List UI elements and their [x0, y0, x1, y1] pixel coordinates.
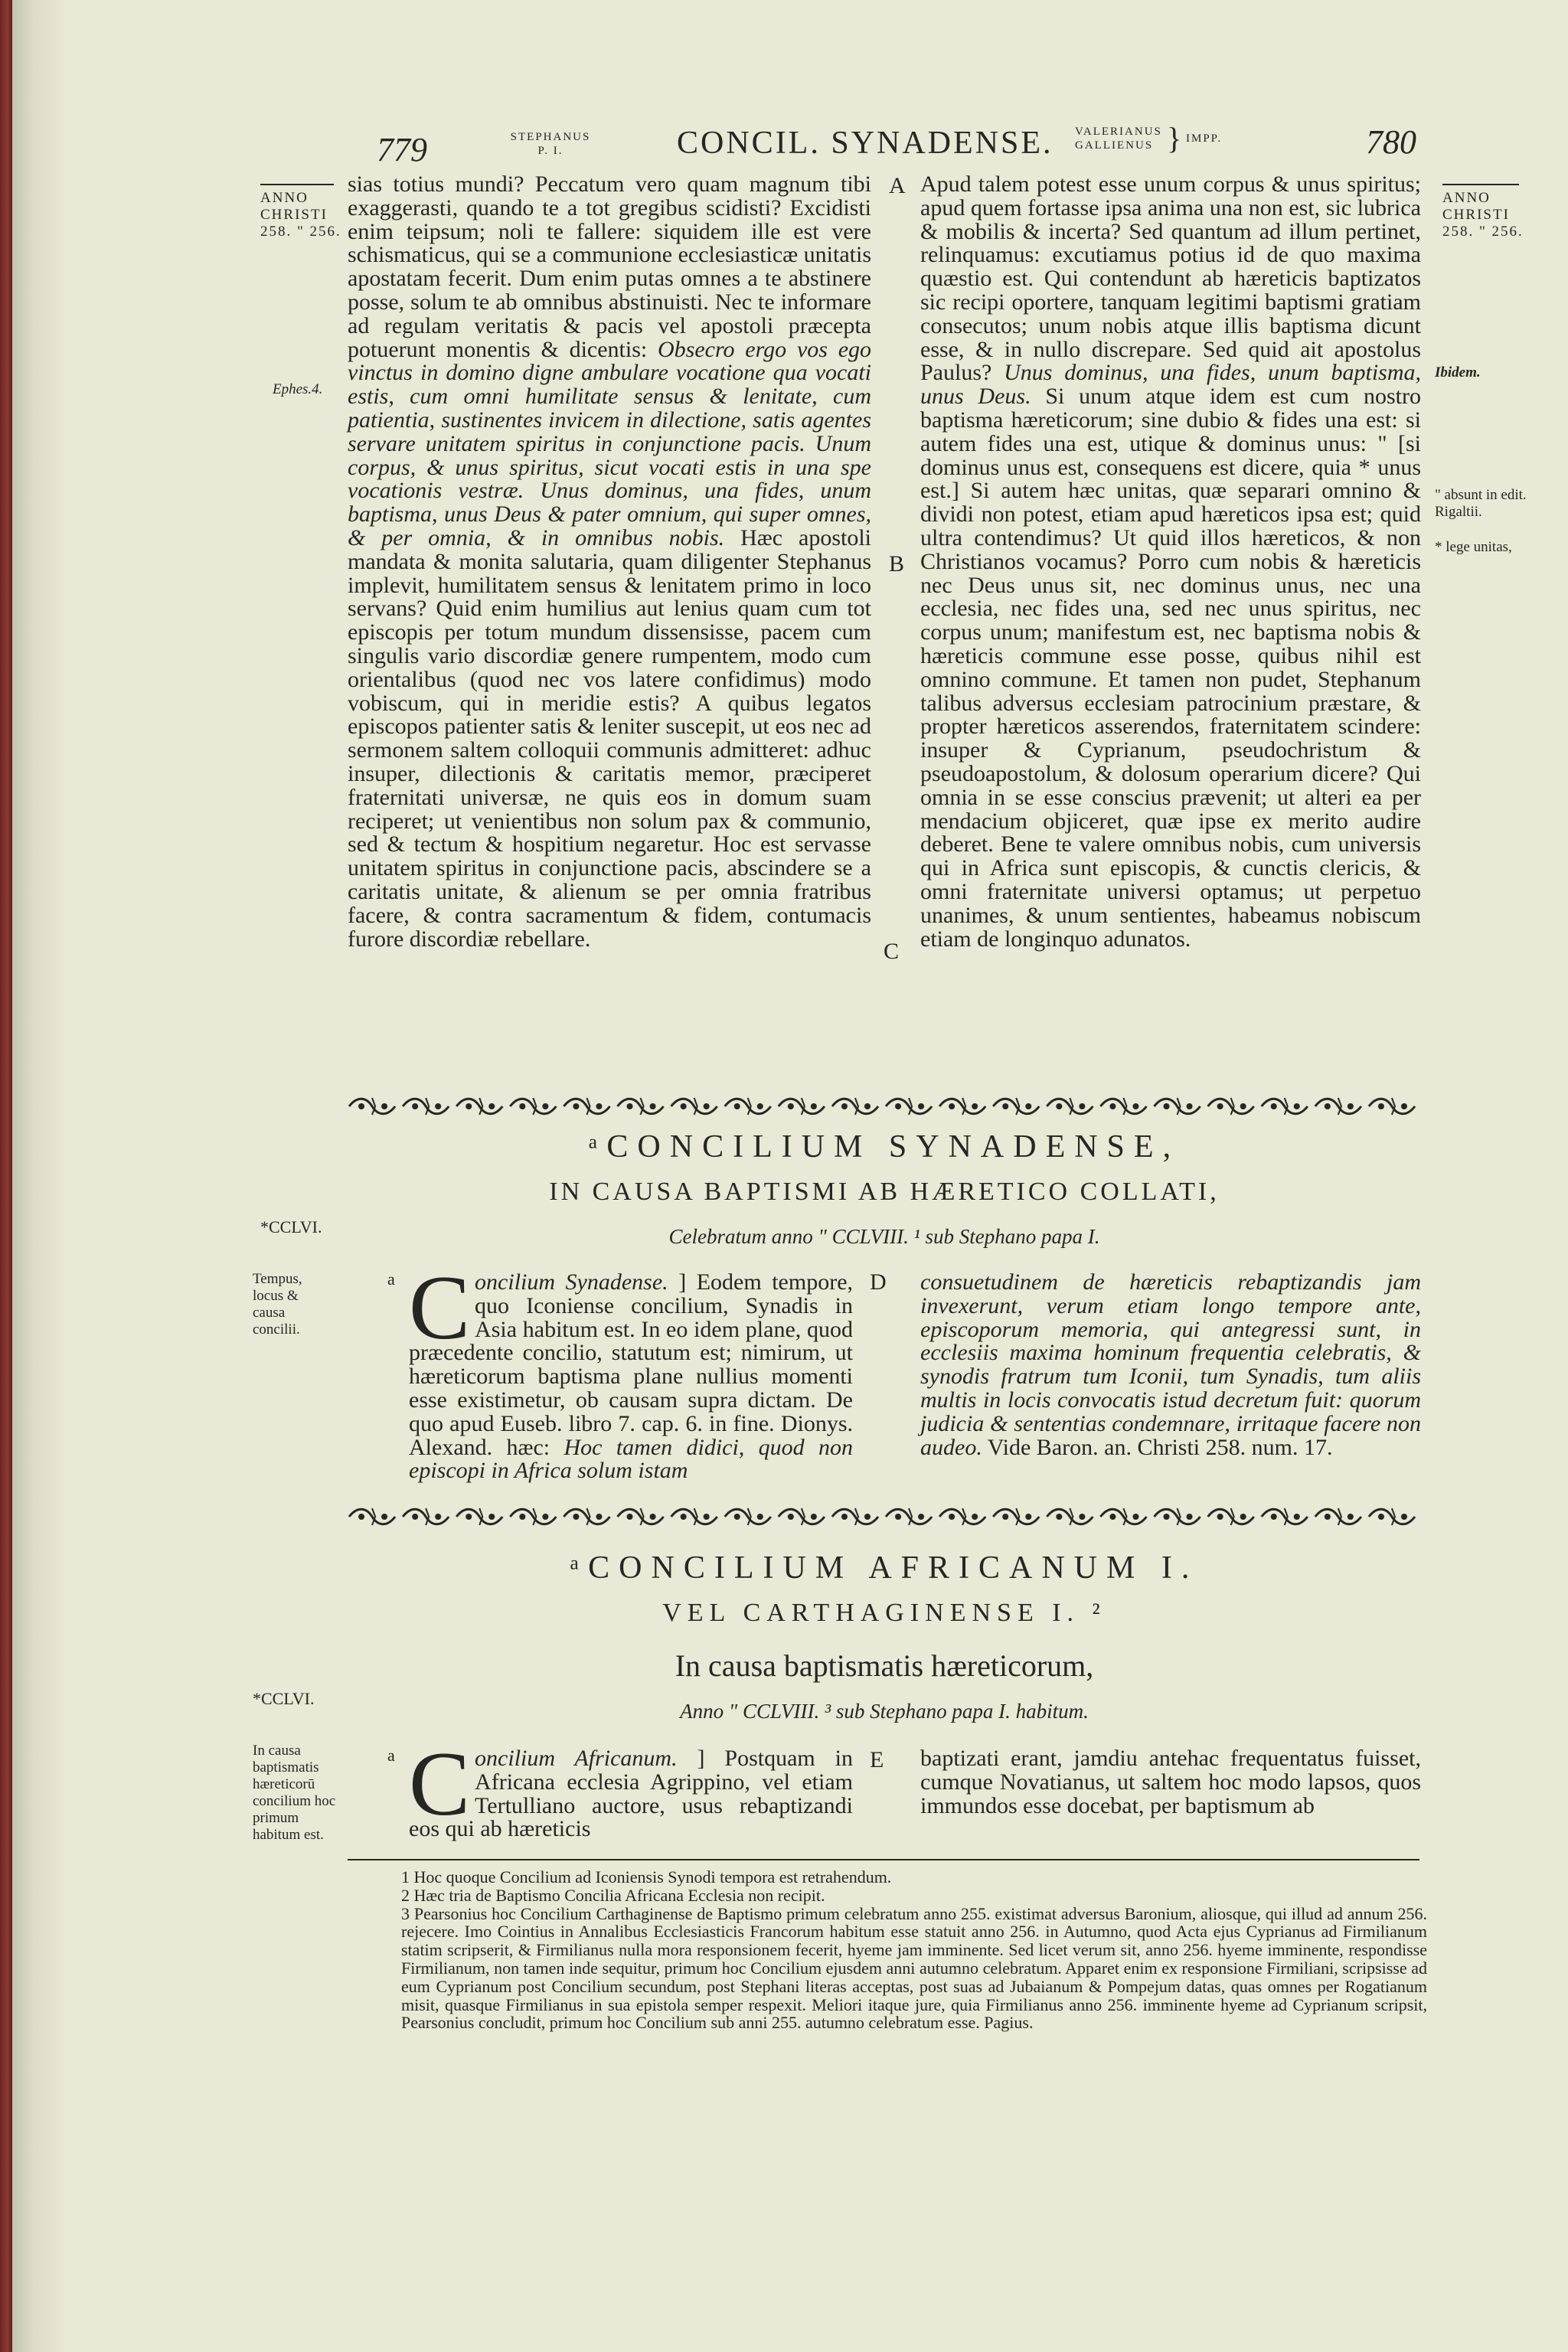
section1-right-column [920, 1271, 1421, 1459]
header-pope-number: P. I. [537, 145, 564, 157]
anno-year: 258. " 256. [1442, 224, 1524, 240]
section1-left-column [387, 1256, 854, 1484]
section2-subtitle2: In causa baptismatis hæreticorum, [675, 1648, 1094, 1683]
section2-right-column [920, 1747, 1421, 1818]
section1-dropcap: C [409, 1256, 471, 1358]
christi-label: CHRISTI [260, 207, 328, 223]
ornament-band-1 [348, 1095, 1421, 1118]
ornament-band-2 [348, 1505, 1421, 1528]
anno-label: ANNO [1442, 190, 1491, 206]
book-page [64, 0, 1568, 2352]
margin-rule-left [260, 184, 334, 185]
section2-left-column [387, 1733, 853, 1842]
anno-year: 258. " 256. [260, 224, 341, 240]
section-letter-a: A [889, 173, 906, 198]
right-page-number: 780 [1366, 123, 1416, 161]
section-letter-d: D [870, 1269, 887, 1295]
section2-left-text: ] Postquam in Africana ecclesia Agrippino, vel etiam Tertulliano auctore, usus rebaptizandi eos qui ab hæreticis [409, 1746, 853, 1842]
section-letter-b: B [889, 551, 905, 577]
margin-rule-right [1442, 184, 1519, 185]
margin-anno-left [260, 190, 345, 240]
right-col-paragraph-2: Si unum atque idem est cum nostro baptisma hæreticorum; sine dubio & fides una est: si autem fides una est, utique & dominus unus: " [si dominus unus est, consequens est dicere, quia * unus est.] Si autem hæc unitas, quæ separari omnino & dividi non potest, etiam apud hæreticos ipsa est; quid ultra contendimus? Ut quid illos hæreticos, & non Christianos vocamus? Porro cum nobis & hæreticis nec Deus unus sit, nec dominus unus, nec una ecclesia, nec fides una, sed nec unus spiritus, nec corpus unum; manifestum est, nec baptisma nobis & hæreticis commune esse posse, quibus nihil est omnino commune. Et tamen non pudet, Stephanum talibus adversus ecclesiam patrocinium præstare, & propter hæreticos asserendos, fraternitatem scindere: insuper & Cyprianum, pseudochristum & pseudoapostolum, & dolosum operarium dicere? Qui omnia in se esse conscius prævenit; ut alteri ea per mendacium objiceret, quæ ipse ex merito audire deberet. Bene te valere omnibus nobis, cum universis qui in Africa sunt episcopis, & cunctis clericis, & omni fraternitate universi optamus; ut perpetuo unanimes, & unum sentientes, habeamus nobiscum etiam de longinquo adunatos. [920, 384, 1421, 952]
header-emperors [1075, 125, 1167, 152]
footnote-2: 2 Hæc tria de Baptismo Concilia Africana Ecclesia non recipit. [401, 1885, 825, 1905]
header-pope [508, 130, 593, 158]
section2-date-line: Anno " CCLVIII. ³ sub Stephano papa I. habitum. [680, 1700, 1089, 1723]
upper-left-column [348, 173, 871, 951]
margin-ephes: Ephes.4. [273, 381, 323, 397]
footnote-rule [348, 1859, 1419, 1860]
section-letter-e: E [870, 1747, 884, 1772]
right-col-paragraph-1: Apud talem potest esse unum corpus & unus spiritus; apud quem fortasse ipsa anima una non est, sic lubrica & mobilis & incerta? Sed quantum ad illum pertinet, relinquamus: excutiamus potius id de quo maxima quæstio est. Qui contendunt ab hæreticis baptizatos sic recipi oportere, tanquam legitimi baptismi gratiam consecutos; unum nobis atque illis baptisma dicunt esse, & in nullo discrepare. Sed quid ait apostolus Paulus? [920, 172, 1421, 386]
section2-title: ᵃCONCILIUM AFRICANUM I. [570, 1550, 1199, 1586]
margin-absunt: " absunt in edit. Rigaltii. [1435, 487, 1527, 520]
margin-in-causa: In causa baptismatis hæreticorū concilium hoc primum habitum est. [253, 1743, 336, 1843]
margin-lege: * lege unitas, [1435, 539, 1512, 555]
running-title: CONCIL. SYNADENSE. [677, 126, 1054, 161]
section2-dropcap: C [409, 1733, 471, 1834]
right-col-quote: Unus dominus, una fides, unum baptisma, unus Deus. [920, 360, 1422, 410]
header-brace: } [1167, 121, 1182, 155]
left-page-number: 779 [377, 131, 427, 168]
header-emperor-2: GALLIENUS [1075, 139, 1154, 152]
margin-cclvi-1: *CCLVI. [260, 1217, 322, 1236]
header-emperor-1: VALERIANUS [1075, 126, 1162, 138]
footnote-3: 3 Pearsonius hoc Concilium Carthaginense de Baptismo primum celebratum anno 255. existimat adversus Baronium, aliosque, qui illud ad annum 256. rejecere. Imo Cointius in Annalibus Ecclesiasticis Francorum habitum esse statuit anno 256. in Autumno, quod Acta ejus Cyprianus ad Firmilianum statim scripserit, & Firmilianus nulla mora responsionem fecerit, hyeme jam imminente. Sed licet verum sit, anno 256. hyeme imminente, respondisse Firmilianum, non tamen inde sequitur, primum hoc Concilium ejusdem anni autumno celebratum. Apparet enim ex responsione Firmiliani, scripsisse ad eum Cyprianum post Concilium secundum, post Stephani literas acceptas, post suas ad Jubaianum & Pompejum datas, quas omnes per Rogatianum misit, quasque Firmilianus in sua epistola semper respexit. Meliori itaque jure, quia Firmilianus anno 256. imminente hyeme ad Cyprianum scripsit, Pearsonius concludit, primum hoc Concilium sub anni 255. autumno celebratum esse. Pagius. [401, 1903, 1427, 2033]
page-stack-edge [12, 0, 64, 2352]
section2-subtitle: VEL CARTHAGINENSE I. ² [662, 1599, 1106, 1627]
margin-ibidem: Ibidem. [1435, 364, 1481, 381]
section1-title: ᵃCONCILIUM SYNADENSE, [588, 1129, 1181, 1165]
left-col-quote: Obsecro ergo vos ego vinctus in domino digne ambulare vocatione qua vocati estis, cum omni humilitate sensus & lenitate, cum patientia, sustinentes invicem in dilectione, satis agentes servare unitatem spiritus in conjunctione pacis. Unum corpus, & unus spiritus, sicut vocati estis in una spe vocationis vestræ. Unus dominus, una fides, unum baptisma, unus Deus & pater omnium, qui super omnes, & per omnia, & in omnibus nobis. [348, 336, 872, 550]
left-col-paragraph-1: sias totius mundi? Peccatum vero quam magnum tibi exaggerasti, quando te a tot gregibus scidisti? Excidisti enim teipsum; noli te fallere: siquidem ille est vere schismaticus, qui se a communione ecclesiasticæ unitatis apostatam fecerit. Dum enim putas omnes a te abstinere posse, solum te ab omnibus abstinuisti. Nec te informare ad regulam veritatis & pacis vel apostoli præcepta potuerunt monentis & dicentis: [348, 172, 872, 362]
section1-lead: oncilium Synadense. [475, 1269, 668, 1295]
anno-label: ANNO [260, 190, 309, 206]
section1-left-quote: Hoc tamen didici, quod non episcopi in Africa solum istam [409, 1434, 854, 1484]
section2-right-text: baptizati erant, jamdiu antehac frequentatus fuisset, cumque Novatianus, ut saltem hoc modo lapsos, quos immundos esse docebat, per baptismum ab [920, 1746, 1421, 1818]
section-letter-c: C [884, 939, 900, 964]
section1-left-text: ] Eodem tempore, quo Iconiense concilium, Synadis in Asia habitum est. In eo idem plane, quod præcedente concilio, statutum est; nimirum, ut hæreticorum baptisma plane nullius momenti esse existimetur, ob causam supra dictam. De quo apud Euseb. libro 7. cap. 6. in fine. Dionys. Alexand. hæc: [409, 1269, 854, 1460]
section1-right-quote: consuetudinem de hæreticis rebaptizandis jam invexerunt, verum etiam longo tempore ante, episcoporum memoria, qui antegressi sunt, in ecclesiis maxima hominum frequentia celebratis, & synodis fratrum tum Iconii, tum Synadis, tum aliis multis in locis convocatis istud decretum fuit: quorum judicia & sententias condemnare, irritaque facere non audeo. [920, 1269, 1421, 1460]
margin-cclvi-2: *CCLVI. [253, 1689, 315, 1708]
christi-label: CHRISTI [1442, 207, 1510, 223]
section2-note-marker: a [387, 1746, 395, 1765]
section1-note-marker: a [387, 1269, 395, 1289]
left-col-paragraph-2: Hæc apostoli mandata & monita salutaria, quam diligenter Stephanus implevit, humilitatem sensus & lenitatem primo in loco servans? Quid enim humilius aut lenius quam cum tot episcopis per totum mundum dissensisse, pacem cum singulis vario discordiæ genere rumpentem, modo cum orientalibus (quod nec vos latere confidimus) modo vobiscum, qui in meridie estis? A quibus legatos episcopos patienter satis & leniter suscepit, ut eos nec ad sermonem saltem colloquii communis admitteret: adhuc insuper, dilectionis & caritatis memor, præciperet fraternitati universæ, ne quis eos in domum suam reciperet; ut venientibus non solum pax & communio, sed & tectum & hospitium negaretur. Hoc est servasse unitatem spiritus in conjunctione pacis, abscindere se a caritatis unitate, & alienum se per omnia fratribus facere, & contra sacramentum & fidem, contumacis furore discordiæ rebellare. [348, 524, 871, 952]
section1-right-tail: Vide Baron. an. Christi 258. num. 17. [987, 1434, 1333, 1460]
footnote-1: 1 Hoc quoque Concilium ad Iconiensis Synodi tempora est retrahendum. [401, 1867, 892, 1886]
section2-lead: oncilium Africanum. [475, 1746, 678, 1771]
margin-tempus: Tempus, locus & causa concilii. [253, 1271, 302, 1338]
upper-right-column [920, 173, 1421, 951]
section1-date-line: Celebratum anno " CCLVIII. ¹ sub Stephano papa I. [668, 1225, 1100, 1248]
header-impp: IMPP. [1186, 132, 1223, 145]
margin-anno-right [1442, 190, 1534, 240]
footnotes [401, 1868, 1427, 2032]
section1-subtitle: IN CAUSA BAPTISMI AB HÆRETICO COLLATI, [549, 1178, 1220, 1206]
header-pope-name: STEPHANUS [510, 131, 591, 143]
book-binding [0, 0, 12, 2352]
